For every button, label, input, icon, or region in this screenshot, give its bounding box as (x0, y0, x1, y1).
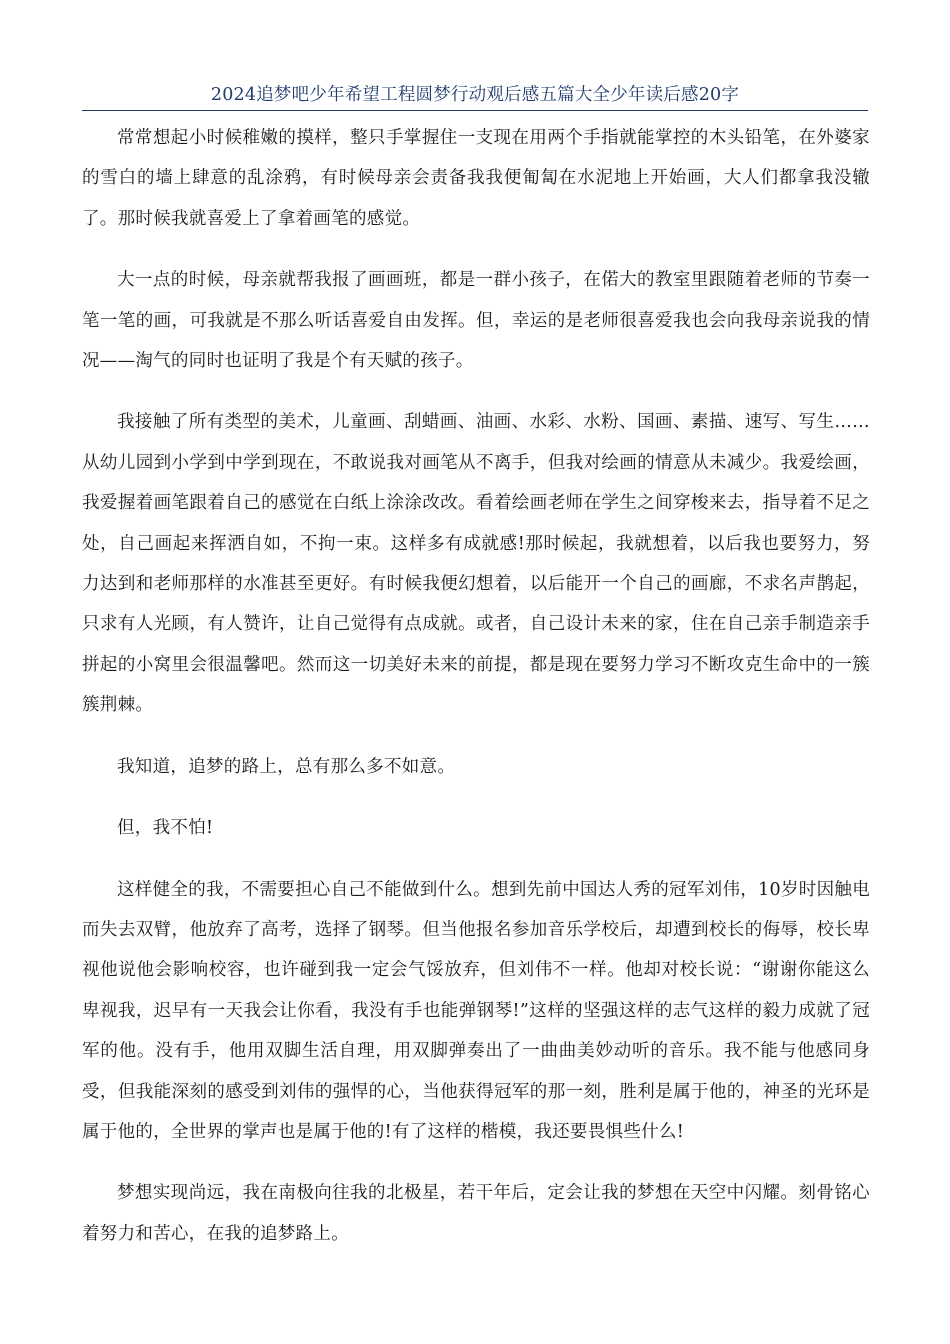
paragraph: 我知道，追梦的路上，总有那么多不如意。 (117, 756, 456, 777)
paragraph: 我接触了所有类型的美术，儿童画、刮蜡画、油画、水彩、水粉、国画、素描、速写、写生……从幼儿园到小学到中学到现在，不敢说我对画笔从不离手，但我对绘画的情意从未减少。我爱绘画，我爱握着画笔跟着自己的感觉在白纸上涂涂改改。看着绘画老师在学生之间穿梭来去，指导着不足之处，自己画起来挥洒自如，不拘一束。这样多有成就感!那时候起，我就想着，以后我也要努力，努力达到和老师那样的水准甚至更好。有时候我便幻想着，以后能开一个自己的画廊，不求名声鹊起，只求有人光顾，有人赞许，让自己觉得有点成就。或者，自己设计未来的家，住在自己亲手制造亲手拼起的小窝里会很温馨吧。然而这一切美好未来的前提，都是现在要努力学习不断攻克生命中的一簇簇荆棘。 (82, 412, 870, 716)
page-header (82, 82, 868, 111)
paragraph: 大一点的时候，母亲就帮我报了画画班，都是一群小孩子，在偌大的教室里跟随着老师的节奏一笔一笔的画，可我就是不那么听话喜爱自由发挥。但，幸运的是老师很喜爱我也会向我母亲说我的情况——淘气的同时也证明了我是个有天赋的孩子。 (82, 270, 870, 372)
paragraph: 常常想起小时候稚嫩的摸样，整只手掌握住一支现在用两个手指就能掌控的木头铅笔，在外婆家的雪白的墙上肆意的乱涂鸦，有时候母亲会责备我我便匍匐在水泥地上开始画，大人们都拿我没辙了。那时候我就喜爱上了拿着画笔的感觉。 (82, 128, 870, 229)
paragraph: 但，我不怕! (117, 818, 214, 839)
page-title: 2024追梦吧少年希望工程圆梦行动观后感五篇大全少年读后感20字 (210, 85, 740, 105)
paragraph: 这样健全的我，不需要担心自己不能做到什么。想到先前中国达人秀的冠军刘伟，10岁时因触电而失去双臂，他放弃了高考，选择了钢琴。但当他报名参加音乐学校后，却遭到校长的侮辱，校长卑视他说他会影响校容，也许碰到我一定会气馁放弃，但刘伟不一样。他却对校长说：“谢谢你能这么卑视我，迟早有一天我会让你看，我没有手也能弹钢琴!”这样的坚强这样的志气这样的毅力成就了冠军的他。没有手，他用双脚生活自理，用双脚弹奏出了一曲曲美妙动听的音乐。我不能与他感同身受，但我能深刻的感受到刘伟的强悍的心，当他获得冠军的那一刻，胜利是属于他的，神圣的光环是属于他的，全世界的掌声也是属于他的!有了这样的楷模，我还要畏惧些什么! (82, 879, 870, 1142)
paragraph: 梦想实现尚远，我在南极向往我的北极星，若干年后，定会让我的梦想在天空中闪耀。刻骨铭心着努力和苦心，在我的追梦路上。 (82, 1183, 870, 1244)
document-body (82, 118, 870, 1275)
header-divider (82, 110, 868, 111)
